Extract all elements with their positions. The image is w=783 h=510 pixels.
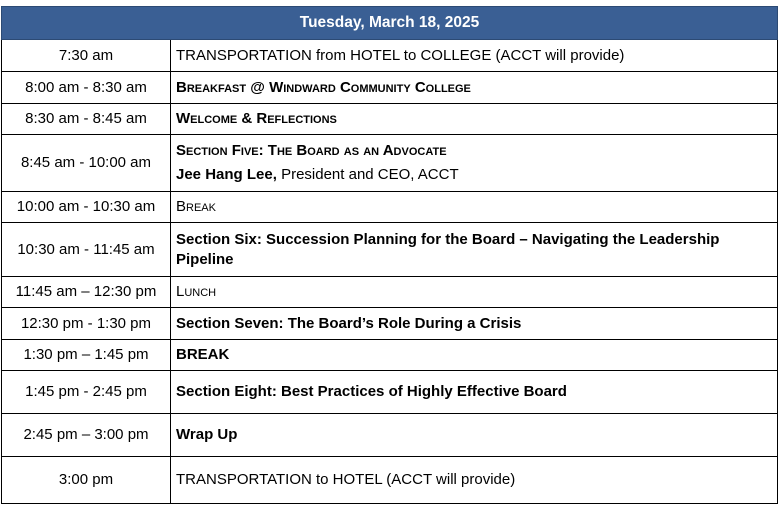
table-row bbox=[2, 277, 778, 308]
row-event: Section Six: Succession Planning for the Board – Navigating the Leadership Pipeline bbox=[171, 223, 778, 277]
row-event: Section Eight: Best Practices of Highly Effective Board bbox=[171, 371, 778, 414]
row-time: 10:30 am - 11:45 am bbox=[2, 223, 171, 277]
row-time: 1:45 pm - 2:45 pm bbox=[2, 371, 171, 414]
table-row bbox=[2, 371, 778, 414]
row-time: 1:30 pm – 1:45 pm bbox=[2, 340, 171, 371]
row-event: Break bbox=[171, 192, 778, 223]
row-event: TRANSPORTATION from HOTEL to COLLEGE (ACCT will provide) bbox=[171, 40, 778, 72]
speaker-title: President and CEO, ACCT bbox=[281, 166, 459, 183]
table-row bbox=[2, 414, 778, 457]
row-time: 10:00 am - 10:30 am bbox=[2, 192, 171, 223]
table-row bbox=[2, 457, 778, 504]
row-time: 8:00 am - 8:30 am bbox=[2, 72, 171, 104]
row-event: Lunch bbox=[171, 277, 778, 308]
row-event: Wrap Up bbox=[171, 414, 778, 457]
row-event: Section Seven: The Board’s Role During a Crisis bbox=[171, 308, 778, 340]
table-row bbox=[2, 135, 778, 192]
agenda-date-header: Tuesday, March 18, 2025 bbox=[2, 7, 778, 40]
row-time: 11:45 am – 12:30 pm bbox=[2, 277, 171, 308]
row-event-cell bbox=[171, 135, 778, 192]
row-event: TRANSPORTATION to HOTEL (ACCT will provide) bbox=[171, 457, 778, 504]
row-time: 7:30 am bbox=[2, 40, 171, 72]
row-event: Welcome & Reflections bbox=[171, 104, 778, 135]
row-time: 3:00 pm bbox=[2, 457, 171, 504]
table-row bbox=[2, 192, 778, 223]
row-time: 2:45 pm – 3:00 pm bbox=[2, 414, 171, 457]
speaker-line bbox=[176, 165, 777, 185]
table-row bbox=[2, 308, 778, 340]
agenda-table bbox=[1, 6, 778, 504]
table-row bbox=[2, 72, 778, 104]
table-row bbox=[2, 223, 778, 277]
row-time: 8:30 am - 8:45 am bbox=[2, 104, 171, 135]
row-time: 12:30 pm - 1:30 pm bbox=[2, 308, 171, 340]
table-row bbox=[2, 104, 778, 135]
row-event: Breakfast @ Windward Community College bbox=[171, 72, 778, 104]
table-row bbox=[2, 340, 778, 371]
row-event: BREAK bbox=[171, 340, 778, 371]
speaker-name: Jee Hang Lee, bbox=[176, 166, 277, 183]
session-title: Section Five: The Board as an Advocate bbox=[176, 142, 447, 159]
header-row bbox=[2, 7, 778, 40]
table-row bbox=[2, 40, 778, 72]
row-time: 8:45 am - 10:00 am bbox=[2, 135, 171, 192]
